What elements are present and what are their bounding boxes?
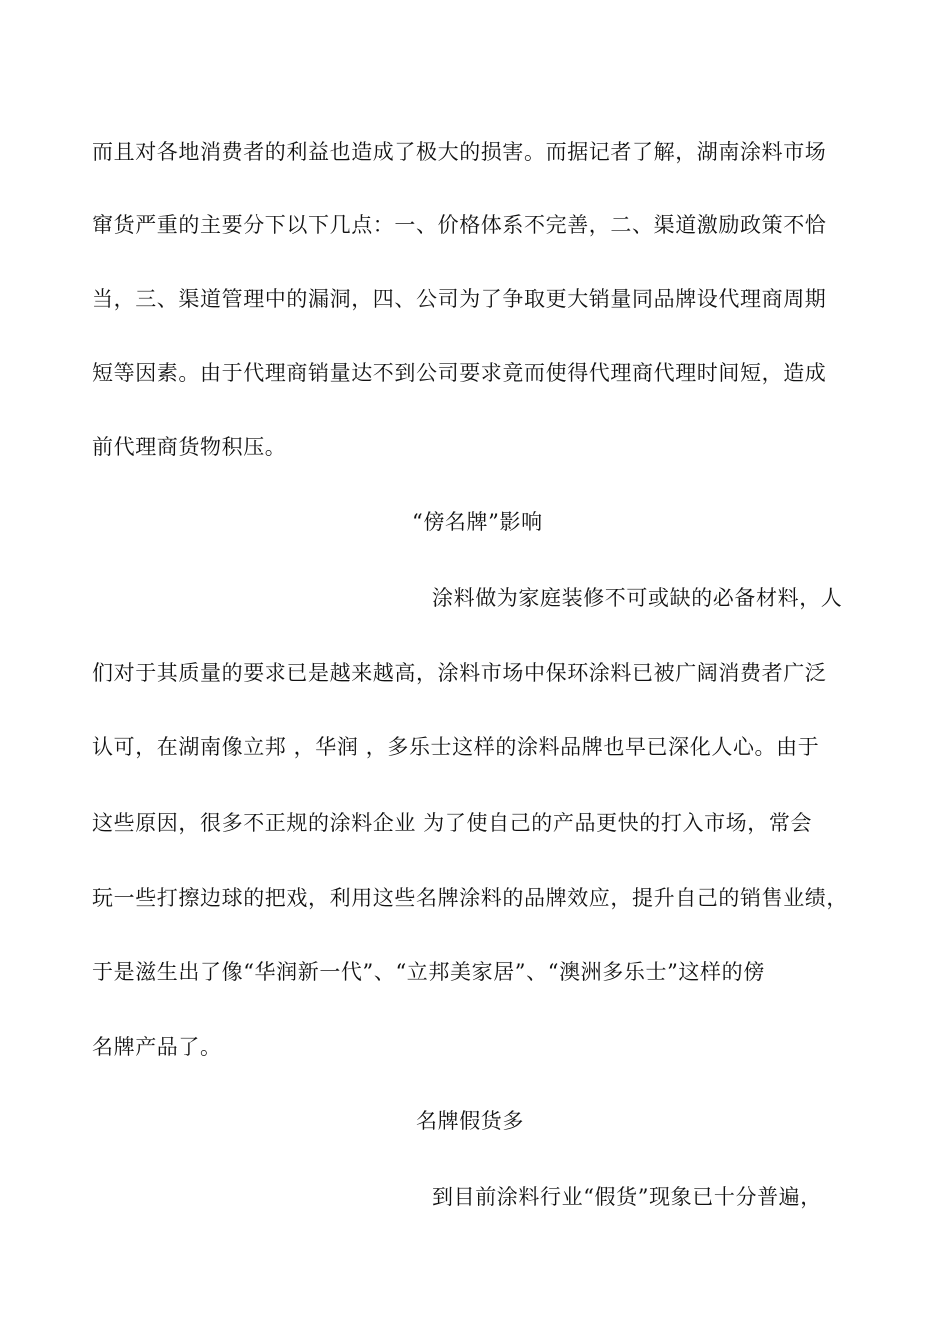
- paragraph-line: 名牌产品了。: [92, 1035, 222, 1059]
- paragraph-line: 认可，在湖南像立邦 ，华润 ，多乐士这样的涂料品牌也早已深化人心。由于: [92, 735, 820, 759]
- paragraph-line: 这些原因，很多不正规的涂料企业 为了使自己的产品更快的打入市场，常会: [92, 811, 813, 835]
- paragraph-line: 当，三、渠道管理中的漏洞，四、公司为了争取更大销量同品牌设代理商周期: [92, 287, 827, 311]
- paragraph-line: 窜货严重的主要分下以下几点：一、价格体系不完善，二、渠道激励政策不恰: [92, 213, 827, 237]
- paragraph-line: 到目前涂料行业“假货”现象已十分普遍，: [432, 1185, 822, 1209]
- paragraph-line: 玩一些打擦边球的把戏，利用这些名牌涂料的品牌效应，提升自己的销售业绩，: [92, 886, 848, 910]
- paragraph-line: 前代理商货物积压。: [92, 435, 287, 459]
- paragraph-line: 涂料做为家庭装修不可或缺的必备材料，人: [432, 586, 843, 610]
- paragraph-line: 于是滋生出了像“华润新一代”、“立邦美家居”、“澳洲多乐士”这样的傍: [92, 960, 765, 984]
- section-heading: 名牌假货多: [416, 1109, 524, 1133]
- section-heading: “傍名牌”影响: [412, 510, 543, 534]
- paragraph-line: 们对于其质量的要求已是越来越高，涂料市场中保环涂料已被广阔消费者广泛: [92, 661, 827, 685]
- paragraph-line: 短等因素。由于代理商销量达不到公司要求竟而使得代理商代理时间短，造成: [92, 361, 827, 385]
- paragraph-line: 而且对各地消费者的利益也造成了极大的损害。而据记者了解，湖南涂料市场: [92, 140, 827, 164]
